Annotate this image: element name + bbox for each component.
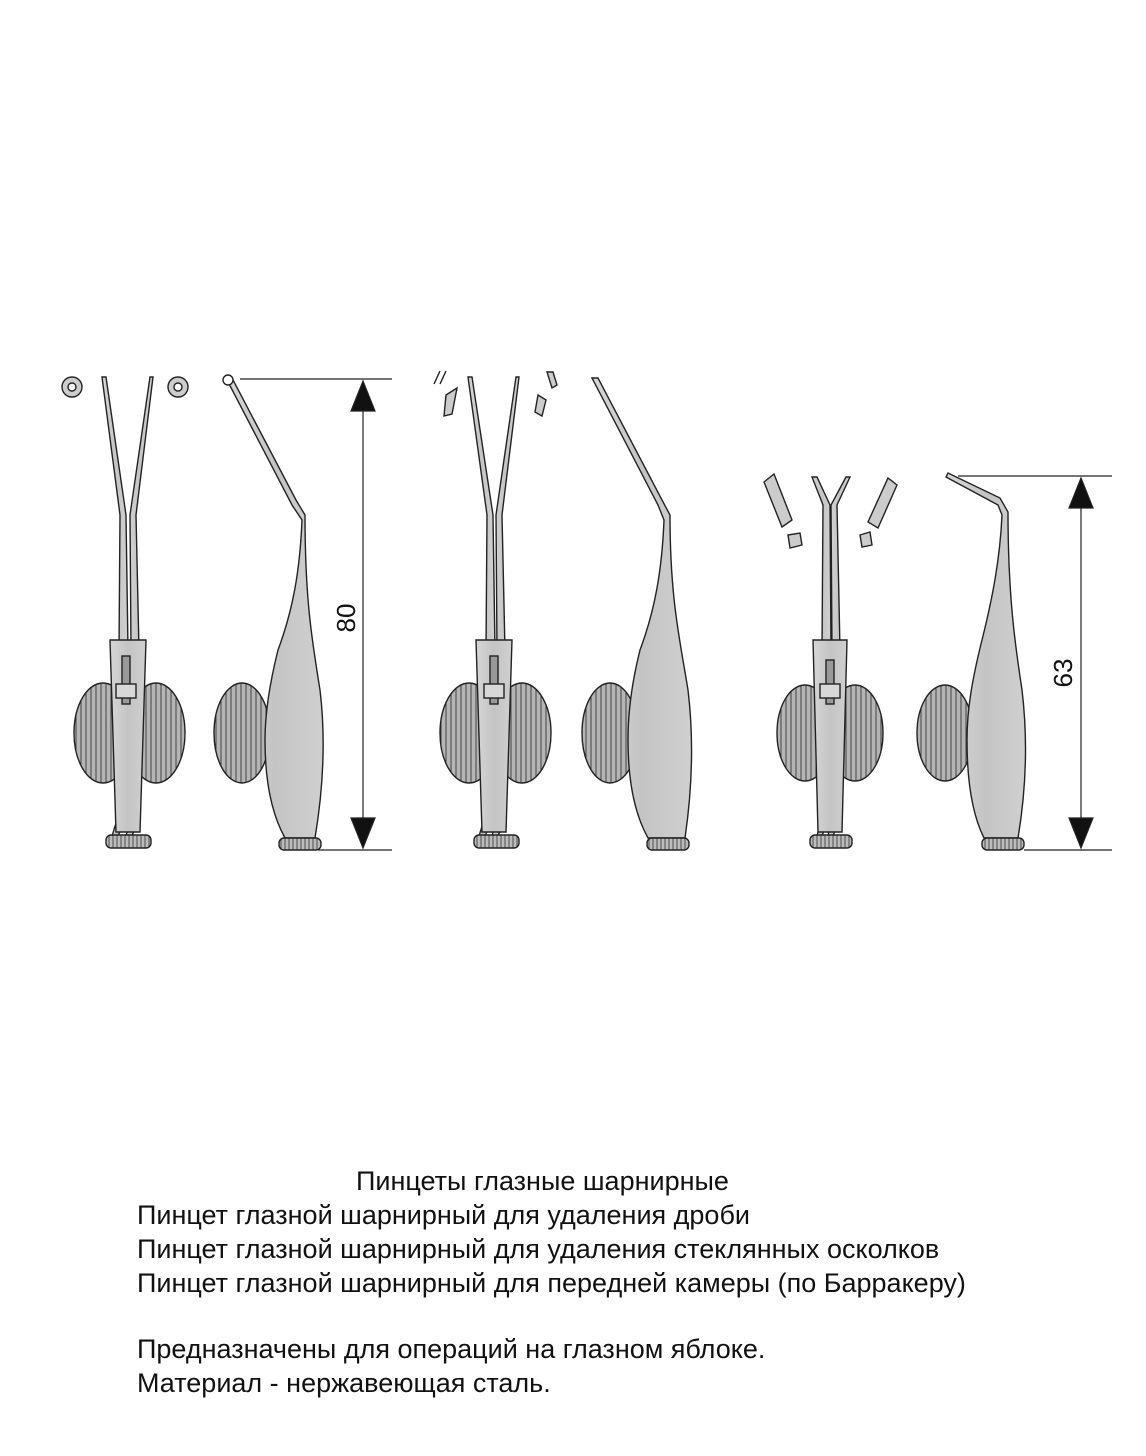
tip-detail-right-a bbox=[868, 478, 897, 528]
caption-title: Пинцеты глазные шарнирные bbox=[356, 1166, 729, 1196]
forceps-barraquer-side bbox=[917, 473, 1025, 850]
dimension-arrow-icon bbox=[1069, 818, 1093, 848]
tip-detail-left-a bbox=[764, 474, 792, 527]
dimension-arrow-icon bbox=[351, 818, 375, 848]
base-knob bbox=[474, 835, 519, 848]
tip-detail-left-b bbox=[788, 533, 802, 548]
forceps-barraquer-front bbox=[764, 474, 897, 848]
hinge-box bbox=[116, 684, 136, 698]
tip-detail-right-a bbox=[547, 372, 557, 388]
grip-pad bbox=[214, 683, 270, 783]
dimension-arrow-icon bbox=[351, 381, 375, 411]
tip-detail-left-b bbox=[444, 388, 457, 416]
hinge-box bbox=[820, 684, 840, 698]
forceps-glass-side bbox=[582, 378, 692, 850]
forceps-body bbox=[946, 473, 1025, 838]
tip-detail-right-b bbox=[860, 532, 872, 547]
hinge-box bbox=[484, 684, 504, 698]
tip-detail-left-a bbox=[434, 371, 446, 384]
forceps-glass-front bbox=[434, 371, 557, 848]
base-knob bbox=[279, 838, 321, 850]
caption-material: Материал - нержавеющая сталь. bbox=[137, 1368, 551, 1398]
forceps-shot-side bbox=[214, 375, 323, 850]
caption-item: Пинцет глазной шарнирный для передней камеры (по Барракеру) bbox=[137, 1268, 966, 1298]
forceps-shot-front bbox=[62, 377, 188, 848]
base-knob bbox=[106, 835, 151, 848]
tip-detail-right-b bbox=[535, 395, 546, 416]
base-knob bbox=[810, 835, 852, 848]
tip-ball bbox=[223, 375, 233, 385]
dimension-label-63: 63 bbox=[1048, 658, 1078, 688]
dimension-arrow-icon bbox=[1069, 478, 1093, 508]
grip-pad bbox=[917, 685, 973, 781]
caption-item: Пинцет глазной шарнирный для удаления стеклянных осколков bbox=[137, 1234, 940, 1264]
caption-purpose: Предназначены для операций на глазном яблоке. bbox=[137, 1334, 766, 1364]
caption-item: Пинцет глазной шарнирный для удаления дроби bbox=[137, 1200, 750, 1230]
base-knob bbox=[982, 838, 1024, 850]
dimension-label-80: 80 bbox=[331, 603, 361, 633]
base-knob bbox=[647, 838, 689, 850]
